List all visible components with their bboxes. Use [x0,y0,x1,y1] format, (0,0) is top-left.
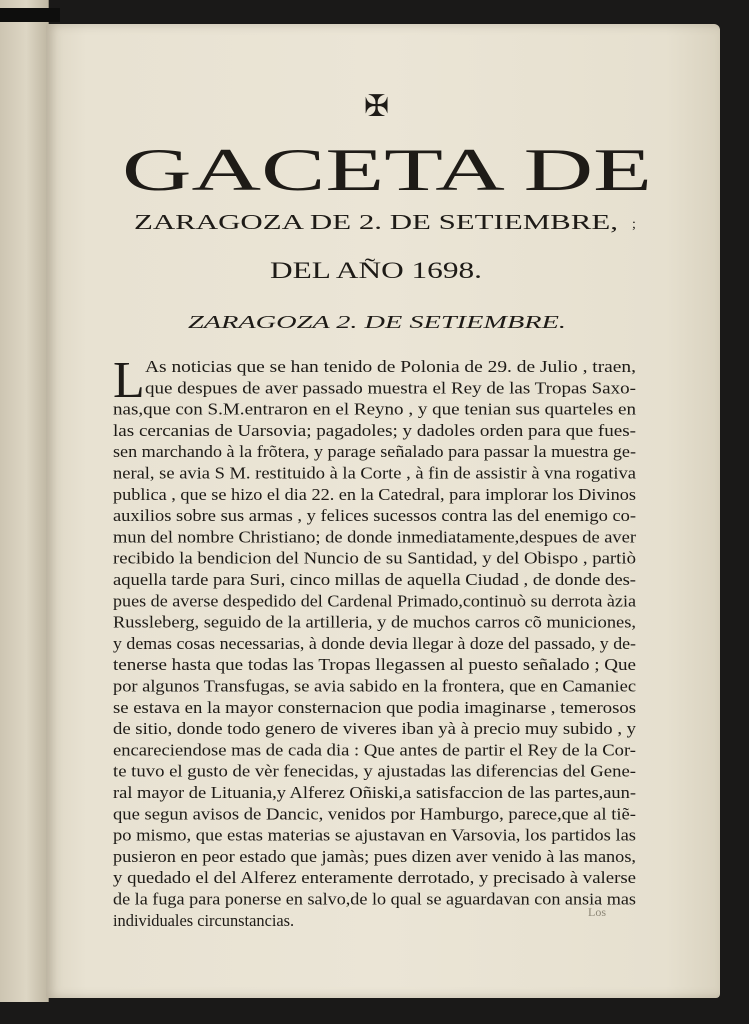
body-line: pusieron en peor estado que jamàs; pues dizen aver venido à las manos, [113,846,636,866]
body-line: aquella tarde para Suri, cinco millas de aquella Ciudad , de donde des- [113,570,636,589]
body-line: se estava en la mayor consternacion que podia imaginarse , temerosos [113,697,636,717]
dateline-text: ZARAGOZA 2. DE SETIEMBRE. [188,312,566,332]
body-line: publica , que se hizo el dia 22. en la Catedral, para implorar los Divinos [113,484,636,504]
drop-cap: L [113,352,145,409]
body-line: y demas cosas necessarias, à donde devia llegar à doze del passado, y de- [113,633,636,653]
margin-mark: ; [632,217,636,232]
body-line: neral, se avia S M. restituido à la Corte , à fin de assistir à vna rogativa [113,463,637,483]
body-line: tenerse hasta que todas las Tropas llegassen al puesto señalado ; Que [113,655,636,675]
body-line: individuales circunstancias. [113,910,295,930]
body-line: ral mayor de Lituania,y Alferez Oñiski,a satisfaccion de las partes,aun- [113,783,636,802]
body-line: que despues de aver passado muestra el Rey de las Tropas Saxo- [145,378,636,398]
body-line: As noticias que se han tenido de Polonia de 29. de Julio , traen, [145,357,636,376]
body-line: auxilios sobre sus armas , y felices sucessos contra las del enemigo co- [113,506,636,526]
body-line: te tuvo el gusto de vèr fenecidas, y ajustadas las diferencias del Gene- [113,761,636,781]
body-line: nas,que con S.M.entraron en el Reyno , y que tenian sus quarteles en [113,399,636,419]
masthead-subtitle-text: ZARAGOZA DE 2. DE SETIEMBRE, [134,210,618,234]
body-line: las cercanias de Uarsovia; pagadoles; y dadoles orden para que fues- [113,420,636,440]
body-line: pues de averse despedido del Cardenal Primado,continuò su derrota àzia [113,591,637,611]
body-line: encareciendose mas de cada dia : Que antes de partir el Rey de la Cor- [113,740,636,760]
body-line: sen marchando à la frõtera, y parage señalado para passar la muestra ge- [113,442,636,462]
body-line: Russleberg, seguido de la artilleria, y de muchos carros cõ municiones, [113,612,636,632]
body-line: mun del nombre Christiano; de donde inmediatamente,despues de aver [113,527,637,547]
body-line: recibido la bendicion del Nuncio de su Santidad, y del Obispo , partiò [113,548,636,568]
body-line: po mismo, que estas materias se ajustavan en Varsovia, los partidos las [113,825,636,845]
body-line: de la fuga para ponerse en salvo,de lo qual se aguardavan con ansia mas [113,889,636,909]
masthead-title-text: GACETA DE [122,138,652,200]
body-line: por algunos Transfugas, se avia sabido en la frontera, que en Camaniec [113,676,636,696]
cross-ornament-icon: ✠ [364,90,390,123]
body-line: y quedado el del Alferez enteramente derrotado, y precisado à valerse [113,868,636,888]
year-line-text: DEL AÑO 1698. [270,258,482,283]
body-line: de sitio, donde todo genero de viveres iban yà à precio muy subido , y [113,719,637,739]
catchword: Los [588,905,606,919]
body-line: que segun avisos de Dancic, venidos por Hamburgo, parece,que al tiẽ- [113,804,636,824]
